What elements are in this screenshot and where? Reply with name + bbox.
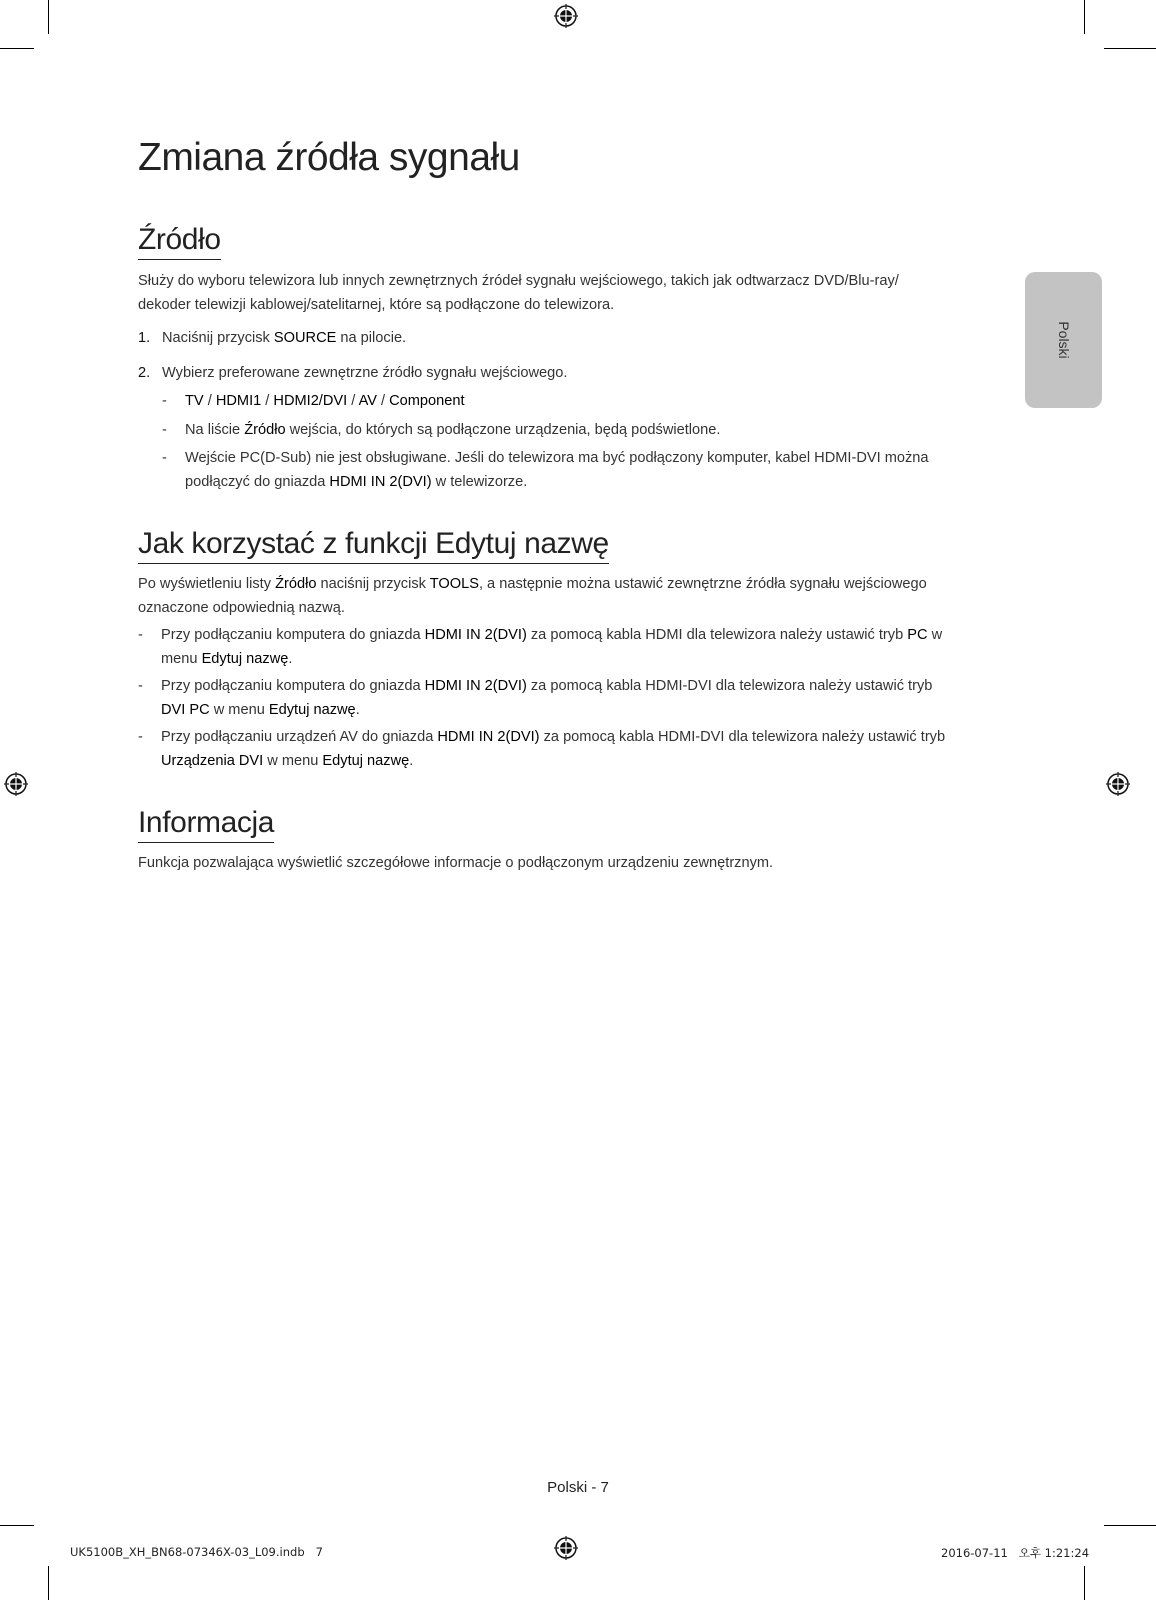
- source-option-component: Component: [389, 393, 465, 409]
- source-option-hdmi2-dvi: HDMI2/DVI: [273, 393, 348, 409]
- dash-marker: -: [138, 678, 143, 694]
- separator: /: [261, 393, 274, 409]
- menu-term-zrodlo: Źródło: [244, 422, 286, 438]
- port-hdmi-in-2-dvi: HDMI IN 2(DVI): [424, 678, 527, 694]
- list-text: w telewizorze.: [431, 473, 528, 490]
- separator: /: [203, 393, 216, 409]
- crop-mark: [1104, 48, 1156, 49]
- list-text: Przy podłączaniu urządzeń AV do gniazda: [161, 729, 438, 745]
- section-heading-zrodlo: Źródło: [138, 222, 221, 260]
- list-item: [138, 675, 1008, 722]
- section-heading-edytuj-nazwe: Jak korzystać z funkcji Edytuj nazwę: [138, 526, 609, 564]
- list-item: [138, 726, 1008, 773]
- port-hdmi-in-2-dvi: HDMI IN 2(DVI): [424, 627, 527, 643]
- list-text: w menu: [263, 752, 323, 769]
- language-tab-label: Polski: [1055, 321, 1072, 359]
- registration-mark-icon: [4, 772, 28, 796]
- menu-term-edytuj-nazwe: Edytuj nazwę: [268, 701, 356, 718]
- section-zrodlo-intro: [138, 270, 1008, 317]
- list-text: za pomocą kabla HDMI-DVI dla telewizora należy ustawić tryb: [526, 678, 933, 694]
- key-source: SOURCE: [273, 330, 337, 346]
- print-slug-date: 2016-07-11 오후 1:21:24: [941, 1546, 1090, 1560]
- dash-marker: -: [162, 393, 167, 409]
- list-text: .: [355, 701, 360, 718]
- crop-mark: [0, 48, 34, 49]
- language-side-tab: [1025, 272, 1102, 408]
- source-option-tv: TV: [185, 393, 204, 409]
- list-text: .: [288, 650, 293, 667]
- step-text: na pilocie.: [336, 330, 407, 346]
- page-number: Polski - 7: [547, 1479, 609, 1496]
- section-edytuj-intro: [138, 573, 1008, 620]
- crop-mark: [1084, 1566, 1085, 1600]
- registration-mark-icon: [554, 1536, 578, 1560]
- list-text: Na liście: [185, 422, 245, 438]
- menu-term-edytuj-nazwe: Edytuj nazwę: [201, 650, 289, 667]
- separator: /: [376, 393, 390, 409]
- list-text: podłączyć do gniazda: [185, 473, 330, 490]
- port-hdmi-in-2-dvi: HDMI IN 2(DVI): [329, 473, 432, 490]
- list-text: wejścia, do których są podłączone urządzenia, będą podświetlone.: [285, 422, 721, 438]
- intro-text: oznaczone odpowiednią nazwą.: [138, 599, 345, 616]
- registration-mark-icon: [554, 4, 578, 28]
- key-tools: TOOLS: [429, 576, 479, 592]
- list-item: [162, 419, 992, 443]
- dash-marker: -: [138, 729, 143, 745]
- intro-line: Służy do wyboru telewizora lub innych zewnętrznych źródeł sygnału wejściowego, takich jak odtwarzacz DVD/Blu-ray/: [138, 273, 899, 289]
- section-heading-informacja: Informacja: [138, 805, 274, 843]
- mode-dvi-pc: DVI PC: [161, 701, 210, 718]
- step-1: [138, 327, 1008, 351]
- crop-mark: [1104, 1525, 1156, 1526]
- list-text: Wejście PC(D-Sub) nie jest obsługiwane. Jeśli do telewizora ma być podłączony komputer, kabel HDMI-DVI można: [185, 450, 929, 466]
- mode-pc: PC: [907, 627, 928, 643]
- list-item: [162, 390, 992, 414]
- list-text: Przy podłączaniu komputera do gniazda: [161, 678, 425, 694]
- dash-marker: -: [138, 627, 143, 643]
- step-2: [138, 362, 1008, 386]
- menu-term-zrodlo: Źródło: [275, 576, 317, 592]
- list-text: menu: [161, 650, 202, 667]
- intro-line: dekoder telewizji kablowej/satelitarnej, które są podłączone do telewizora.: [138, 296, 615, 313]
- step-number: 2.: [138, 365, 151, 381]
- mode-urzadzenia-dvi: Urządzenia DVI: [161, 752, 264, 769]
- source-option-av: AV: [358, 393, 377, 409]
- list-text: w menu: [209, 701, 269, 718]
- dash-marker: -: [162, 422, 167, 438]
- step-number: 1.: [138, 330, 151, 346]
- dash-marker: -: [162, 450, 167, 466]
- port-hdmi-in-2-dvi: HDMI IN 2(DVI): [437, 729, 540, 745]
- step-text: Wybierz preferowane zewnętrzne źródło sygnału wejściowego.: [162, 365, 568, 381]
- section-informacja-text: Funkcja pozwalająca wyświetlić szczegółowe informacje o podłączonym urządzeniu zewnętrznym.: [138, 855, 774, 871]
- menu-term-edytuj-nazwe: Edytuj nazwę: [322, 752, 410, 769]
- list-item: [138, 624, 1008, 671]
- crop-mark: [1084, 0, 1085, 34]
- crop-mark: [0, 1525, 34, 1526]
- intro-text: , a następnie można ustawić zewnętrzne źródła sygnału wejściowego: [478, 576, 927, 592]
- page-title: Zmiana źródła sygnału: [138, 136, 520, 179]
- separator: /: [347, 393, 359, 409]
- crop-mark: [48, 0, 49, 34]
- intro-text: Po wyświetleniu listy: [138, 576, 276, 592]
- list-item: [162, 447, 992, 494]
- list-text: .: [409, 752, 414, 769]
- registration-mark-icon: [1106, 772, 1130, 796]
- step-text: Naciśnij przycisk: [162, 330, 274, 346]
- list-text: za pomocą kabla HDMI dla telewizora należy ustawić tryb: [526, 627, 908, 643]
- print-slug-file: UK5100B_XH_BN68-07346X-03_L09.indb 7: [70, 1545, 323, 1559]
- source-option-hdmi1: HDMI1: [215, 393, 262, 409]
- crop-mark: [48, 1566, 49, 1600]
- list-text: w: [927, 627, 943, 643]
- list-text: Przy podłączaniu komputera do gniazda: [161, 627, 425, 643]
- list-text: za pomocą kabla HDMI-DVI dla telewizora należy ustawić tryb: [539, 729, 946, 745]
- intro-text: naciśnij przycisk: [316, 576, 430, 592]
